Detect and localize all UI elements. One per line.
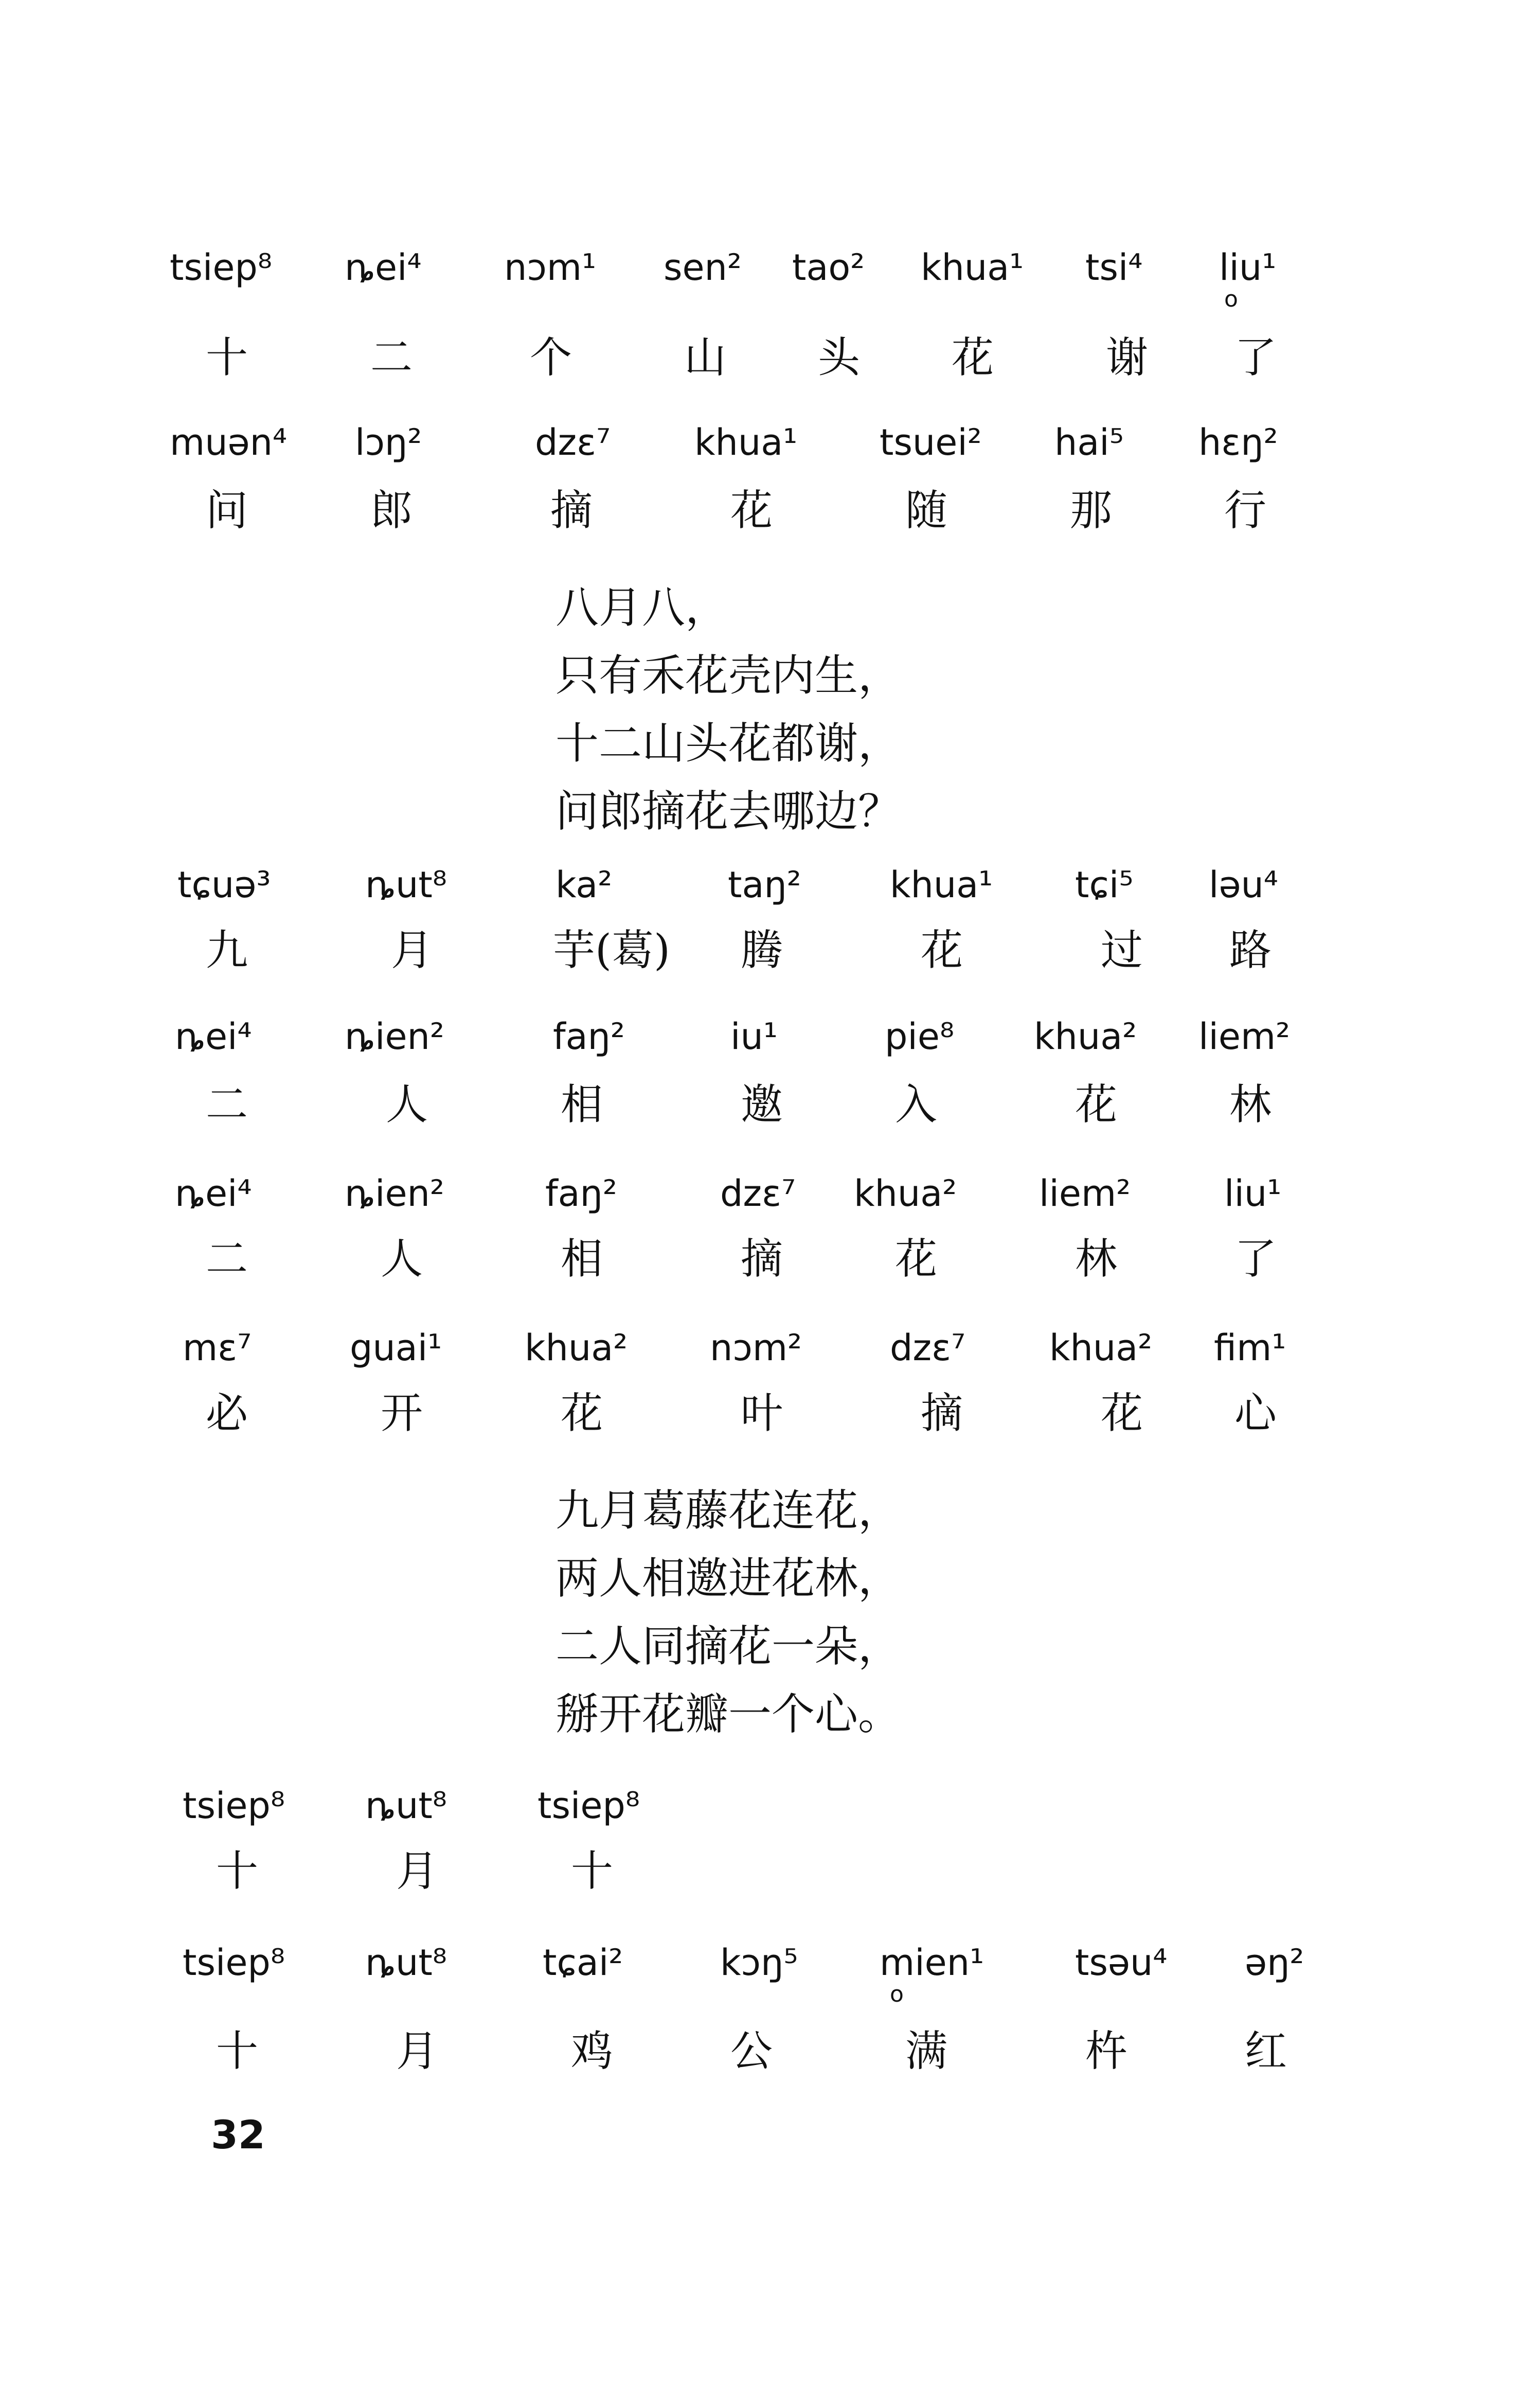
romanization-token: liem² (1039, 1172, 1131, 1215)
chinese-character: 摘 (741, 1235, 783, 1284)
chinese-character: 路 (1229, 926, 1272, 975)
chinese-character: 十 (206, 333, 248, 382)
romanization-token: ȵut⁸ (365, 1942, 447, 1984)
chinese-character: 花 (952, 333, 994, 382)
chinese-character: 芋(葛) (553, 926, 670, 975)
romanization-token: hɛŋ² (1198, 421, 1278, 464)
romanization-token: kɔŋ⁵ (720, 1942, 798, 1984)
romanization-token: fim¹ (1214, 1327, 1286, 1369)
chinese-character: 心 (1234, 1389, 1277, 1438)
chinese-character: 必 (206, 1389, 248, 1438)
verse-translation (556, 1476, 901, 1748)
chinese-character: 林 (1075, 1235, 1118, 1284)
chinese-character: 行 (1224, 486, 1267, 535)
romanization-token: khua² (1034, 1016, 1137, 1058)
romanization-token: tsuei² (880, 421, 982, 464)
verse-line: 九月葛藤花连花， (556, 1485, 902, 1536)
romanization-token: tɕai² (543, 1942, 623, 1984)
chinese-character: 相 (561, 1235, 603, 1284)
romanization-token: sen² (664, 246, 742, 289)
chinese-character: 公 (730, 2027, 773, 2076)
romanization-token: khua¹ (921, 246, 1024, 289)
romanization-token: tsiep⁸ (538, 1785, 640, 1827)
verse-line: 十二山头花都谢， (556, 718, 902, 769)
romanization-token: ȵei⁴ (175, 1172, 252, 1215)
chinese-character: 开 (381, 1389, 423, 1438)
romanization-token: tsiep⁸ (183, 1785, 285, 1827)
chinese-character: 摘 (921, 1389, 963, 1438)
romanization-token: nɔm² (710, 1327, 802, 1369)
romanization-token: dzɛ⁷ (720, 1172, 796, 1215)
verse-line: 八月八， (556, 582, 729, 633)
romanization-token: mɛ⁷ (183, 1327, 252, 1369)
romanization-token: taŋ² (728, 864, 801, 906)
romanization-token: tɕi⁵ (1075, 864, 1134, 906)
romanization-token: ȵei⁴ (345, 246, 422, 289)
romanization-token: ȵut⁸ (365, 864, 447, 906)
romanization-token: dzɛ⁷ (890, 1327, 966, 1369)
romanization-token: liu¹ (1224, 1172, 1282, 1215)
verse-line: 两人相邀进花林， (556, 1553, 902, 1604)
romanization-token: dzɛ⁷ (535, 421, 611, 464)
romanization-token: faŋ² (545, 1172, 617, 1215)
chinese-character: 问 (206, 486, 248, 535)
chinese-character: 谢 (1106, 333, 1149, 382)
romanization-token: ka² (556, 864, 613, 906)
circle-mark: o (890, 1981, 904, 2007)
chinese-character: 十 (216, 2027, 259, 2076)
romanization-token: ȵut⁸ (365, 1785, 447, 1827)
chinese-character: 摘 (550, 486, 593, 535)
chinese-character: 了 (1234, 1235, 1277, 1284)
romanization-token: tsi⁴ (1085, 246, 1143, 289)
chinese-character: 花 (1101, 1389, 1143, 1438)
chinese-character: 头 (818, 333, 861, 382)
chinese-character: 花 (895, 1235, 938, 1284)
chinese-character: 郎 (370, 486, 413, 535)
chinese-character: 鸡 (571, 2027, 614, 2076)
chinese-character: 了 (1234, 333, 1277, 382)
romanization-token: əŋ² (1245, 1942, 1304, 1984)
romanization-token: tao² (792, 246, 865, 289)
page-number: 32 (211, 2112, 265, 2158)
chinese-character: 叶 (741, 1389, 783, 1438)
romanization-token: khua² (525, 1327, 628, 1369)
romanization-token: khua² (854, 1172, 957, 1215)
chinese-character: 邀 (741, 1080, 783, 1129)
chinese-character: 月 (391, 926, 434, 975)
chinese-character: 人 (386, 1080, 428, 1129)
chinese-character: 花 (1075, 1080, 1118, 1129)
chinese-character: 月 (396, 2027, 439, 2076)
chinese-character: 那 (1070, 486, 1113, 535)
verse-translation (556, 574, 901, 845)
romanization-token: khua¹ (890, 864, 993, 906)
romanization-token: nɔm¹ (504, 246, 597, 289)
romanization-token: tɕuə³ (177, 864, 271, 906)
chinese-character: 十 (571, 1847, 614, 1896)
chinese-character: 满 (905, 2027, 948, 2076)
romanization-token: ȵei⁴ (175, 1016, 252, 1058)
chinese-character: 十 (216, 1847, 259, 1896)
chinese-character: 二 (206, 1235, 248, 1284)
romanization-token: liem² (1198, 1016, 1291, 1058)
chinese-character: 随 (905, 486, 948, 535)
romanization-token: iu¹ (730, 1016, 778, 1058)
chinese-character: 相 (561, 1080, 603, 1129)
verse-line: 掰开花瓣一个心。 (556, 1689, 902, 1739)
chinese-character: 人 (381, 1235, 423, 1284)
romanization-token: faŋ² (553, 1016, 625, 1058)
romanization-token: tsiep⁸ (170, 246, 272, 289)
romanization-token: pie⁸ (885, 1016, 955, 1058)
romanization-token: tsiep⁸ (183, 1942, 285, 1984)
chinese-character: 二 (370, 333, 413, 382)
circle-mark: o (1224, 286, 1238, 312)
romanization-token: hai⁵ (1054, 421, 1124, 464)
romanization-token: khua¹ (694, 421, 798, 464)
romanization-token: guai¹ (350, 1327, 442, 1369)
romanization-token: tsəu⁴ (1075, 1942, 1168, 1984)
romanization-token: ȵien² (345, 1172, 444, 1215)
romanization-token: khua² (1049, 1327, 1153, 1369)
chinese-character: 九 (206, 926, 248, 975)
chinese-character: 个 (530, 333, 572, 382)
romanization-token: lɔŋ² (355, 421, 422, 464)
chinese-character: 花 (921, 926, 963, 975)
chinese-character: 花 (561, 1389, 603, 1438)
romanization-token: ȵien² (345, 1016, 444, 1058)
romanization-token: liu¹ (1219, 246, 1277, 289)
verse-line: 二人同摘花一朵， (556, 1621, 902, 1671)
verse-line: 问郎摘花去哪边？ (556, 786, 902, 836)
chinese-character: 腾 (741, 926, 783, 975)
romanization-token: ləu⁴ (1209, 864, 1278, 906)
romanization-token: mien¹ (880, 1942, 984, 1984)
chinese-character: 杵 (1085, 2027, 1128, 2076)
verse-line: 只有禾花壳内生， (556, 650, 902, 701)
chinese-character: 月 (396, 1847, 439, 1896)
chinese-character: 二 (206, 1080, 248, 1129)
chinese-character: 林 (1229, 1080, 1272, 1129)
chinese-character: 红 (1245, 2027, 1287, 2076)
chinese-character: 山 (684, 333, 727, 382)
chinese-character: 过 (1101, 926, 1143, 975)
romanization-token: muən⁴ (170, 421, 288, 464)
chinese-character: 花 (730, 486, 773, 535)
chinese-character: 入 (895, 1080, 938, 1129)
